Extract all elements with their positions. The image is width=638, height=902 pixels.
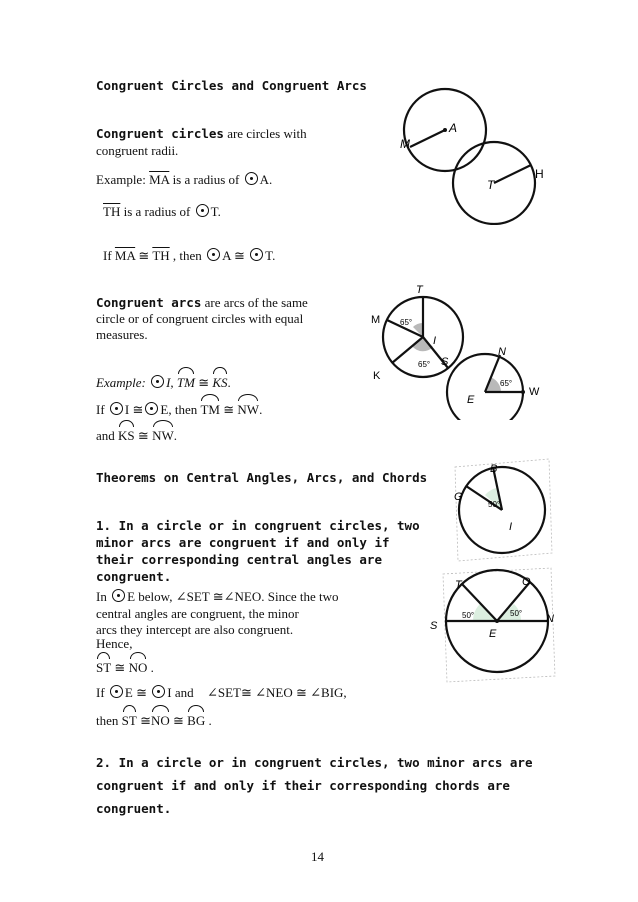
center-a xyxy=(443,128,447,132)
circle-dot-icon xyxy=(207,248,220,261)
then-text: , then xyxy=(169,248,206,263)
radius-th xyxy=(494,165,531,183)
definition-text: are arcs of the same xyxy=(201,295,308,310)
in-circle-e-line-4: Hence, xyxy=(96,636,133,651)
segment-ma: $\overline{MA}$ xyxy=(149,172,170,187)
example-arcs xyxy=(96,374,231,391)
arc-nw: NW xyxy=(152,428,174,443)
theorem-2-line-2: congruent if and only if their corresponding chords are xyxy=(96,778,510,793)
arc-no: NO xyxy=(150,713,170,728)
angle-label-65-a: 65° xyxy=(400,318,413,327)
period: . xyxy=(173,428,177,443)
label-m: M xyxy=(400,137,410,151)
explanation-text: E below, ∠SET ≅∠NEO. Since the two xyxy=(127,589,339,604)
angle-label-65-c: 65° xyxy=(500,379,513,388)
arc-no: NO xyxy=(128,660,148,675)
circle-dot-icon xyxy=(151,375,164,388)
congruent-symbol: ≅ xyxy=(134,428,153,443)
circle-e-label: E ≅ xyxy=(124,685,151,700)
angle-label-65-b: 65° xyxy=(418,360,431,369)
theorem-2-line-1: 2. In a circle or in congruent circles, two minor arcs are xyxy=(96,755,533,770)
then-text: then xyxy=(96,713,122,728)
circle-e-label: E, then xyxy=(160,402,201,417)
label-t: T xyxy=(487,178,495,192)
circle-a-label: A ≅ xyxy=(222,248,249,263)
term-congruent-circles: Congruent circles xyxy=(96,126,224,141)
arc-nw: NW xyxy=(237,402,260,417)
circle-dot-icon xyxy=(110,402,123,415)
example-label: Example: xyxy=(96,375,150,390)
congruent-symbol: ≅ xyxy=(135,248,153,263)
theorem-1-line-2: minor arcs are congruent if and only if xyxy=(96,535,390,550)
page-number: 14 xyxy=(311,849,324,864)
label-g: G xyxy=(454,491,463,503)
in-circle-e-line-1 xyxy=(96,588,339,605)
then-arcs xyxy=(96,712,212,729)
if-text: If xyxy=(96,402,108,417)
definition-line-2: circle or of congruent circles with equal xyxy=(96,311,304,326)
example-text: is a radius of xyxy=(120,204,194,219)
example-ma-radius xyxy=(96,171,272,188)
figure-congruent-circles xyxy=(390,85,560,225)
label-t: T xyxy=(416,284,423,296)
circle-a-label: A. xyxy=(259,172,273,187)
angle-label-50: 50° xyxy=(488,500,501,509)
congruent-symbol: ≅ xyxy=(194,375,213,390)
label-i: I xyxy=(433,335,437,347)
label-n: N xyxy=(498,346,506,358)
arc-ks: KS xyxy=(212,375,228,390)
hence-arcs xyxy=(96,659,154,676)
period: . xyxy=(227,375,231,390)
if-angles-congruent xyxy=(96,684,347,701)
label-o: O xyxy=(522,576,531,588)
circle-dot-icon xyxy=(110,685,123,698)
in-text: In xyxy=(96,589,111,604)
circle-t-label: T. xyxy=(210,204,221,219)
congruent-circles-definition xyxy=(96,125,307,142)
circle-dot-icon xyxy=(145,402,158,415)
and-arcs xyxy=(96,427,177,444)
circle-dot-icon xyxy=(245,172,258,185)
figure-circle-i xyxy=(445,455,555,565)
theorem-1-line-4: congruent. xyxy=(96,569,172,584)
angles-text: I and ⃞∠SET≅ ∠NEO ≅ ∠BIG, xyxy=(167,685,347,700)
arc-ks: KS xyxy=(118,428,135,443)
example-text: is a radius of xyxy=(169,172,243,187)
if-text: If xyxy=(96,685,108,700)
segment-ma: $\overline{MA}$ xyxy=(114,248,136,263)
segment-th: $\overline{TH}$ xyxy=(152,248,170,263)
label-n: N xyxy=(546,613,554,625)
label-a: A xyxy=(449,121,458,135)
congruent-symbol: ≅ xyxy=(136,713,151,728)
segment-th: $\overline{TH}$ xyxy=(103,204,121,219)
arc-tm: TM xyxy=(200,402,220,417)
label-e: E xyxy=(489,628,497,640)
figure-circle-e xyxy=(425,566,565,686)
label-h: H xyxy=(535,167,544,181)
angle-label-50-b: 50° xyxy=(510,609,523,618)
figure-frame xyxy=(455,459,552,561)
in-circle-e-line-2: central angles are congruent, the minor xyxy=(96,606,299,621)
label-i: I xyxy=(509,521,513,533)
example-th-radius xyxy=(103,203,221,220)
congruent-arcs-definition xyxy=(96,294,308,311)
arc-st: ST xyxy=(121,713,137,728)
circle-i-label: I ≅ xyxy=(124,402,144,417)
theorem-1-line-3: their corresponding central angles are xyxy=(96,552,382,567)
circle-dot-icon xyxy=(152,685,165,698)
theorem-1-line-1: 1. In a circle or in congruent circles, two xyxy=(96,518,420,533)
in-circle-e-line-3: arcs they intercept are also congruent. xyxy=(96,622,294,637)
circle-dot-icon xyxy=(196,204,209,217)
theorem-2-line-3: congruent. xyxy=(96,801,172,816)
term-congruent-arcs: Congruent arcs xyxy=(96,295,202,310)
section-title-congruent-circles: Congruent Circles and Congruent Arcs xyxy=(96,78,367,93)
label-e: E xyxy=(467,394,475,406)
point-w xyxy=(521,390,525,394)
section-title-theorems: Theorems on Central Angles, Arcs, and Chords xyxy=(96,470,428,485)
label-t: T xyxy=(455,579,462,591)
radius-ma xyxy=(410,130,445,147)
circle-dot-icon xyxy=(112,589,125,602)
period: . xyxy=(259,402,263,417)
example-label: Example: xyxy=(96,172,150,187)
definition-line-2: congruent radii. xyxy=(96,143,179,158)
circle-dot-icon xyxy=(250,248,263,261)
definition-line-3: measures. xyxy=(96,327,148,342)
period: . xyxy=(205,713,212,728)
congruent-symbol: ≅ xyxy=(219,402,238,417)
if-text: If xyxy=(103,248,115,263)
period: . xyxy=(147,660,154,675)
and-text: and xyxy=(96,428,119,443)
label-w: W xyxy=(529,386,540,398)
label-k: K xyxy=(373,370,381,382)
arc-st: ST xyxy=(96,660,112,675)
if-then-congruent-circles xyxy=(103,247,275,264)
if-then-arcs xyxy=(96,401,262,418)
arc-bg: BG xyxy=(187,713,206,728)
figure-congruent-arcs xyxy=(365,280,550,420)
congruent-symbol: ≅ xyxy=(169,713,188,728)
label-b: B xyxy=(490,463,498,475)
label-s: S xyxy=(441,356,449,368)
label-s: S xyxy=(430,620,438,632)
circle-i-label: I, xyxy=(166,375,177,390)
center-e xyxy=(495,619,499,623)
arc-tm: TM xyxy=(176,375,195,390)
label-m: M xyxy=(371,314,381,326)
congruent-symbol: ≅ xyxy=(111,660,129,675)
angle-label-50-a: 50° xyxy=(462,611,475,620)
definition-text: are circles with xyxy=(223,126,307,141)
circle-t-label: T. xyxy=(265,248,276,263)
